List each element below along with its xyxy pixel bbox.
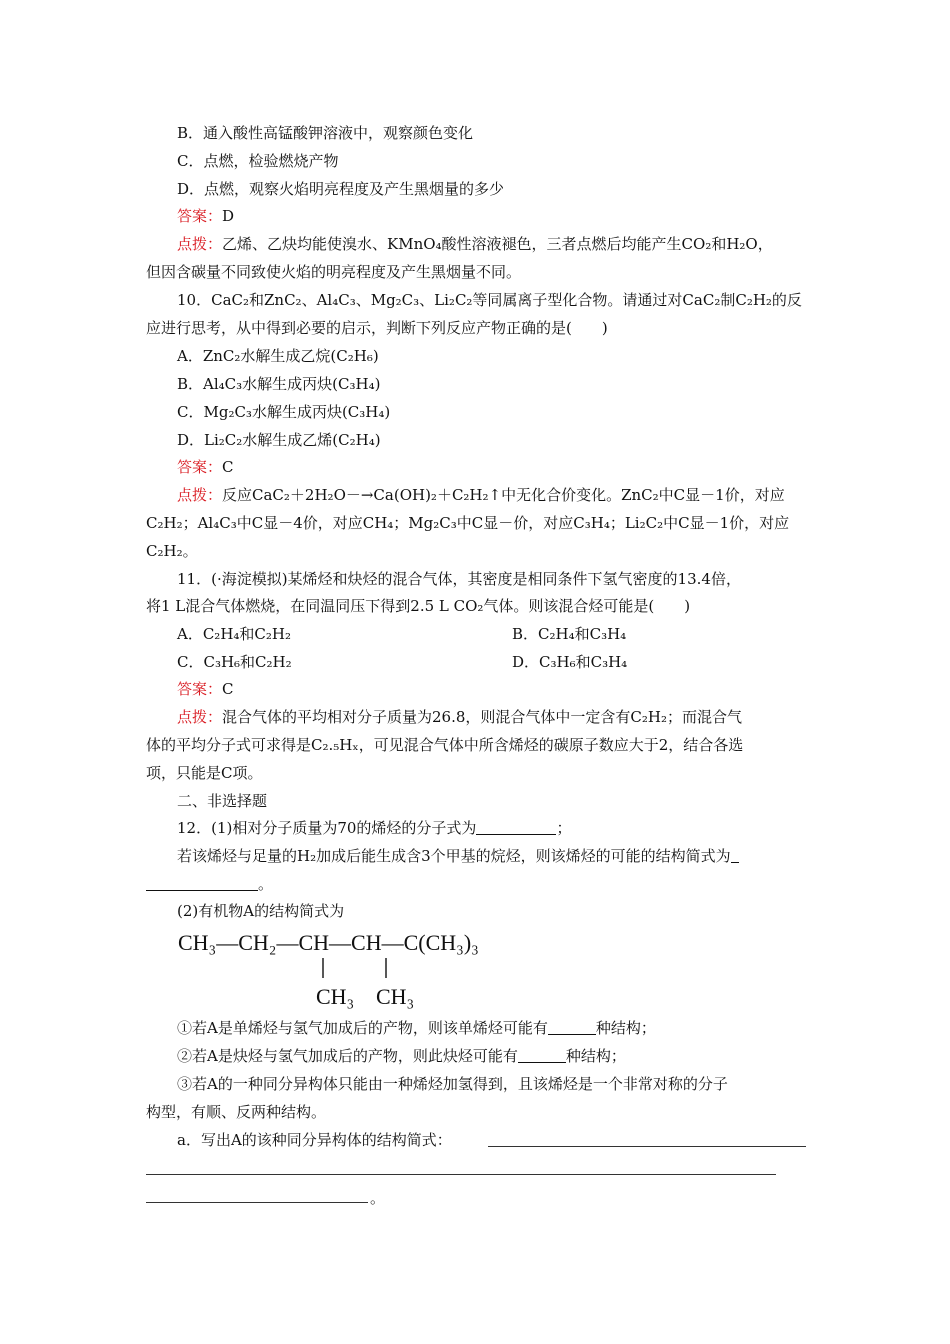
q12-item1-text: ①若A是单烯烃与氢气加成后的产物，则该单烯烃可能有 bbox=[177, 1019, 548, 1037]
answer-label: 答案： bbox=[177, 458, 223, 476]
answer-line[interactable] bbox=[146, 1174, 776, 1175]
answer-blank[interactable] bbox=[476, 820, 556, 835]
hint-text: 混合气体的平均相对分子质量为26.8，则混合气体中一定含有C₂H₂；而混合气 bbox=[222, 708, 743, 726]
q10-option-d: D．Li₂C₂水解生成乙烯(C₂H₄) bbox=[177, 431, 381, 449]
q9-hint-line2: 但因含碳量不同致使火焰的明亮程度及产生黑烟量不同。 bbox=[146, 263, 522, 281]
q10-answer bbox=[177, 457, 234, 477]
answer-blank[interactable] bbox=[146, 876, 258, 891]
answer-value: D bbox=[222, 207, 235, 225]
q12-part1-line2-text: 若该烯烃与足量的H₂加成后能生成含3个甲基的烷烃，则该烯烃的可能的结构简式为 bbox=[177, 847, 731, 865]
q11-option-b: B．C₂H₄和C₃H₄ bbox=[512, 625, 627, 643]
q10-stem-line2: 应进行思考，从中得到必要的启示，判断下列反应产物正确的是( ) bbox=[146, 319, 608, 337]
q12-item3-line2: 构型，有顺、反两种结构。 bbox=[146, 1103, 327, 1121]
answer-blank[interactable] bbox=[731, 848, 739, 863]
q12-item3-a: a．写出A的该种同分异构体的结构简式： bbox=[177, 1131, 452, 1149]
q10-hint-line3: C₂H₂。 bbox=[146, 542, 198, 560]
q12-part1-text: 12．(1)相对分子质量为70的烯烃的分子式为 bbox=[177, 819, 477, 837]
section-title: 二、非选择题 bbox=[177, 792, 268, 810]
q11-option-d: D．C₃H₆和C₃H₄ bbox=[512, 653, 628, 671]
q12-part1-end: ； bbox=[556, 819, 572, 837]
q10-option-c: C．Mg₂C₃水解生成丙炔(C₃H₄) bbox=[177, 403, 391, 421]
answer-label: 答案： bbox=[177, 207, 223, 225]
answer-label: 答案： bbox=[177, 680, 223, 698]
formula-main-chain: CH₃—CH₂—CH—CH—C(CH₃)₃ bbox=[178, 930, 479, 955]
structural-formula bbox=[178, 928, 558, 1010]
q11-hint-line3: 项，只能是C项。 bbox=[146, 764, 263, 782]
hint-label: 点拨： bbox=[177, 486, 223, 504]
q11-option-a: A．C₂H₄和C₂H₂ bbox=[177, 625, 292, 643]
q9-answer bbox=[177, 206, 234, 226]
q11-option-c: C．C₃H₆和C₂H₂ bbox=[177, 653, 292, 671]
answer-blank[interactable] bbox=[518, 1048, 566, 1063]
q10-option-a: A．ZnC₂水解生成乙烷(C₂H₆) bbox=[177, 347, 379, 365]
q10-hint-line2: C₂H₂；Al₄C₃中C显－4价，对应CH₄；Mg₂C₃中C显－价，对应C₃H₄；Li₂C₂中C显－1价，对应 bbox=[146, 514, 790, 532]
q9-option-b: B．通入酸性高锰酸钾溶液中，观察颜色变化 bbox=[177, 124, 474, 142]
q12-item1-end: 种结构； bbox=[595, 1019, 656, 1037]
q12-item2 bbox=[177, 1046, 626, 1066]
q12-item2-text: ②若A是炔烃与氢气加成后的产物，则此炔烃可能有 bbox=[177, 1047, 518, 1065]
hint-text: 乙烯、乙炔均能使溴水、KMnO₄酸性溶液褪色，三者点燃后均能产生CO₂和H₂O， bbox=[222, 235, 773, 253]
hint-label: 点拨： bbox=[177, 235, 223, 253]
q12-item2-end: 种结构； bbox=[565, 1047, 626, 1065]
q11-hint-line1 bbox=[177, 707, 742, 727]
q12-part1-line2 bbox=[177, 846, 739, 866]
answer-blank[interactable] bbox=[548, 1020, 596, 1035]
q10-option-b: B．Al₄C₃水解生成丙炔(C₃H₄) bbox=[177, 375, 381, 393]
q11-answer bbox=[177, 679, 234, 699]
answer-line[interactable] bbox=[488, 1146, 806, 1147]
q12-part2: (2)有机物A的结构简式为 bbox=[177, 902, 345, 920]
q11-stem-line1: 11．(·海淀模拟)某烯烃和炔烃的混合气体，其密度是相同条件下氢气密度的13.4倍， bbox=[177, 570, 741, 588]
q12-item1 bbox=[177, 1018, 656, 1038]
q12-part1-line3-end: 。 bbox=[258, 875, 274, 893]
formula-branch-1: CH₃ bbox=[316, 984, 355, 1009]
hint-text: 反应CaC₂＋2H₂O－→Ca(OH)₂＋C₂H₂↑中无化合价变化。ZnC₂中C显－1价，对应 bbox=[222, 486, 785, 504]
q12-item3-line1: ③若A的一种同分异构体只能由一种烯烃加氢得到，且该烯烃是一个非常对称的分子 bbox=[177, 1075, 728, 1093]
q9-hint-line1 bbox=[177, 234, 773, 254]
q12-part1-line3 bbox=[146, 874, 273, 894]
answer-line[interactable] bbox=[146, 1202, 368, 1203]
hint-label: 点拨： bbox=[177, 708, 223, 726]
answer-value: C bbox=[222, 458, 234, 476]
q10-stem-line1: 10．CaC₂和ZnC₂、Al₄C₃、Mg₂C₃、Li₂C₂等同属离子型化合物。请通过对CaC₂制C₂H₂的反 bbox=[177, 291, 802, 309]
q9-option-d: D．点燃，观察火焰明亮程度及产生黑烟量的多少 bbox=[177, 180, 505, 198]
answer-value: C bbox=[222, 680, 234, 698]
q12-end-mark: 。 bbox=[370, 1189, 386, 1207]
formula-branch-2: CH₃ bbox=[376, 984, 415, 1009]
q9-option-c: C．点燃，检验燃烧产物 bbox=[177, 152, 339, 170]
q12-part1 bbox=[177, 818, 571, 838]
q10-hint-line1 bbox=[177, 485, 785, 505]
q11-hint-line2: 体的平均分子式可求得是C₂.₅Hₓ，可见混合气体中所含烯烃的碳原子数应大于2，结合各选 bbox=[146, 736, 744, 754]
q11-stem-line2: 将1 L混合气体燃烧，在同温同压下得到2.5 L CO₂气体。则该混合烃可能是( ) bbox=[146, 597, 691, 615]
